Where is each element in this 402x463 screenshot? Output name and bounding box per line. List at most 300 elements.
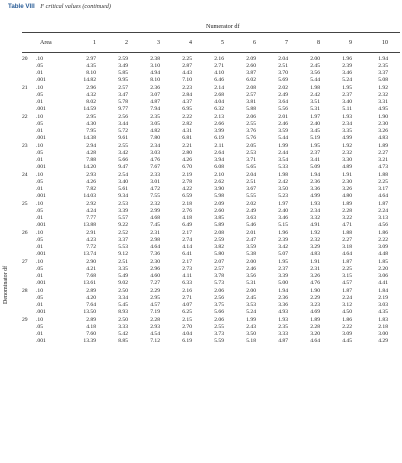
critical-value-cell: 2.35	[278, 324, 288, 330]
critical-value-cell: 4.82	[150, 128, 160, 134]
critical-value-cell: 5.11	[342, 106, 352, 112]
critical-value-cell: 4.48	[378, 251, 388, 257]
critical-value-cell: 4.45	[342, 338, 352, 344]
critical-value-cell: 6.41	[182, 251, 192, 257]
critical-value-cell: 9.34	[118, 193, 128, 199]
critical-value-cell: 2.57	[246, 92, 256, 98]
critical-value-cell: 7.77	[86, 215, 96, 221]
critical-value-cell: 1.95	[310, 143, 320, 149]
critical-value-cell: 2.32	[150, 201, 160, 207]
critical-value-cell: 3.03	[378, 302, 388, 308]
critical-value-cell: 2.71	[182, 295, 192, 301]
critical-value-cell: 5.66	[214, 309, 224, 315]
critical-value-cell: 2.37	[342, 92, 352, 98]
critical-value-cell: 2.01	[278, 114, 288, 120]
critical-value-cell: 1.83	[378, 317, 388, 323]
critical-value-cell: 8.10	[86, 70, 96, 76]
table-row	[0, 143, 402, 150]
area-cell: .05	[36, 324, 43, 330]
critical-value-cell: 4.37	[182, 99, 192, 105]
critical-value-cell: 2.06	[246, 114, 256, 120]
critical-value-cell: 1.95	[278, 259, 288, 265]
critical-value-cell: 4.10	[214, 70, 224, 76]
critical-value-cell: 4.64	[150, 244, 160, 250]
critical-value-cell: 5.15	[278, 222, 288, 228]
table-title	[8, 3, 111, 10]
critical-value-cell: 3.07	[150, 92, 160, 98]
area-cell: .05	[36, 179, 43, 185]
critical-value-cell: 2.66	[214, 121, 224, 127]
critical-value-cell: 4.95	[378, 106, 388, 112]
critical-value-cell: 2.98	[150, 237, 160, 243]
critical-value-cell: 3.78	[214, 273, 224, 279]
critical-value-cell: 2.56	[118, 114, 128, 120]
area-header: Area	[40, 40, 52, 46]
critical-value-cell: 13.74	[83, 251, 96, 257]
critical-value-cell: 2.64	[214, 150, 224, 156]
critical-value-cell: 1.99	[278, 143, 288, 149]
critical-value-cell: 4.23	[86, 237, 96, 243]
critical-value-cell: 1.87	[378, 201, 388, 207]
critical-value-cell: 4.31	[182, 128, 192, 134]
critical-value-cell: 1.99	[246, 317, 256, 323]
critical-value-cell: 2.55	[246, 121, 256, 127]
critical-value-cell: 3.26	[378, 128, 388, 134]
critical-value-cell: 3.15	[342, 273, 352, 279]
critical-value-cell: 13.88	[83, 222, 96, 228]
critical-value-cell: 8.10	[150, 77, 160, 83]
area-cell: .05	[36, 150, 43, 156]
critical-value-cell: 3.59	[278, 128, 288, 134]
critical-value-cell: 2.39	[342, 63, 352, 69]
table-subtitle: F critical values (continued)	[40, 3, 111, 10]
table-row	[0, 244, 402, 251]
critical-value-cell: 14.20	[83, 164, 96, 170]
critical-value-cell: 3.41	[310, 157, 320, 163]
critical-value-cell: 9.95	[118, 77, 128, 83]
critical-value-cell: 3.00	[378, 331, 388, 337]
critical-value-cell: 5.78	[118, 99, 128, 105]
critical-value-cell: 6.95	[182, 106, 192, 112]
critical-value-cell: 7.60	[86, 331, 96, 337]
critical-value-cell: 5.76	[246, 135, 256, 141]
critical-value-cell: 2.49	[278, 92, 288, 98]
critical-value-cell: 5.24	[342, 77, 352, 83]
critical-value-cell: 4.87	[150, 99, 160, 105]
critical-value-cell: 7.19	[150, 309, 160, 315]
critical-value-cell: 7.72	[86, 244, 96, 250]
critical-value-cell: 2.00	[246, 259, 256, 265]
critical-value-cell: 2.45	[310, 63, 320, 69]
critical-value-cell: 3.37	[118, 237, 128, 243]
critical-value-cell: 3.26	[310, 273, 320, 279]
denominator-df-cell: 21	[22, 85, 28, 91]
critical-value-cell: 4.93	[278, 309, 288, 315]
critical-value-cell: 3.20	[310, 331, 320, 337]
critical-value-cell: 5.69	[278, 77, 288, 83]
critical-value-cell: 4.76	[310, 280, 320, 286]
critical-value-cell: 2.55	[214, 324, 224, 330]
critical-value-cell: 4.99	[342, 135, 352, 141]
area-cell: .05	[36, 92, 43, 98]
denominator-df-cell: 20	[22, 56, 28, 62]
critical-value-cell: 6.02	[246, 77, 256, 83]
critical-value-cell: 1.92	[310, 230, 320, 236]
critical-value-cell: 3.47	[118, 92, 128, 98]
critical-value-cell: 3.06	[378, 273, 388, 279]
table-number: Table VIII	[8, 3, 35, 10]
critical-value-cell: 2.32	[310, 237, 320, 243]
area-cell: .05	[36, 63, 43, 69]
critical-value-cell: 9.47	[118, 164, 128, 170]
critical-value-cell: 3.67	[246, 186, 256, 192]
critical-value-cell: 7.95	[86, 128, 96, 134]
critical-value-cell: 3.59	[246, 244, 256, 250]
area-cell: .10	[36, 317, 43, 323]
critical-value-cell: 7.27	[150, 280, 160, 286]
critical-value-cell: 3.64	[278, 99, 288, 105]
critical-value-cell: 2.22	[182, 114, 192, 120]
critical-value-cell: 1.87	[342, 259, 352, 265]
critical-value-cell: 3.40	[342, 99, 352, 105]
critical-value-cell: 5.73	[214, 280, 224, 286]
critical-value-cell: 9.61	[118, 135, 128, 141]
critical-value-cell: 8.93	[118, 309, 128, 315]
critical-value-cell: 7.64	[86, 302, 96, 308]
critical-value-cell: 2.25	[182, 56, 192, 62]
critical-value-cell: 2.95	[86, 114, 96, 120]
critical-value-cell: 2.71	[214, 63, 224, 69]
area-cell: .10	[36, 259, 43, 265]
critical-value-cell: 2.90	[86, 259, 96, 265]
area-cell: .001	[36, 309, 46, 315]
critical-value-cell: 5.09	[310, 164, 320, 170]
table-row	[0, 338, 402, 345]
critical-value-cell: 2.09	[214, 201, 224, 207]
critical-value-cell: 2.31	[150, 230, 160, 236]
critical-value-cell: 2.76	[182, 208, 192, 214]
critical-value-cell: 1.98	[278, 172, 288, 178]
critical-value-cell: 1.89	[342, 201, 352, 207]
critical-value-cell: 2.05	[246, 143, 256, 149]
area-cell: .05	[36, 208, 43, 214]
critical-value-cell: 2.46	[278, 121, 288, 127]
critical-value-cell: 5.85	[118, 70, 128, 76]
critical-value-cell: 1.85	[378, 259, 388, 265]
critical-value-cell: 3.21	[378, 157, 388, 163]
numerator-df-header: 8	[317, 40, 320, 46]
critical-value-cell: 3.32	[310, 215, 320, 221]
critical-value-cell: 7.55	[150, 193, 160, 199]
area-cell: .05	[36, 237, 43, 243]
critical-value-cell: 2.00	[310, 56, 320, 62]
table-row	[0, 288, 402, 295]
critical-value-cell: 2.59	[118, 56, 128, 62]
critical-value-cell: 5.31	[310, 106, 320, 112]
denominator-df-cell: 29	[22, 317, 28, 323]
critical-value-cell: 2.87	[182, 63, 192, 69]
critical-value-cell: 4.73	[378, 164, 388, 170]
critical-value-cell: 1.87	[342, 288, 352, 294]
critical-value-cell: 13.61	[83, 280, 96, 286]
table-row	[0, 317, 402, 324]
critical-value-cell: 4.04	[182, 331, 192, 337]
critical-value-cell: 5.55	[246, 193, 256, 199]
critical-value-cell: 2.08	[246, 85, 256, 91]
critical-value-cell: 3.22	[342, 215, 352, 221]
critical-value-cell: 3.37	[378, 70, 388, 76]
table-row	[0, 186, 402, 193]
critical-value-cell: 6.59	[182, 193, 192, 199]
critical-value-cell: 5.44	[310, 77, 320, 83]
critical-value-cell: 5.88	[246, 106, 256, 112]
numerator-df-header: 6	[253, 40, 256, 46]
critical-value-cell: 2.60	[246, 63, 256, 69]
area-cell: .10	[36, 201, 43, 207]
critical-value-cell: 2.51	[278, 63, 288, 69]
critical-value-cell: 4.28	[86, 150, 96, 156]
critical-value-cell: 3.81	[246, 99, 256, 105]
critical-value-cell: 5.23	[278, 193, 288, 199]
denominator-df-cell: 24	[22, 172, 28, 178]
critical-value-cell: 2.57	[118, 85, 128, 91]
area-cell: .01	[36, 331, 43, 337]
critical-value-cell: 7.80	[150, 135, 160, 141]
table-row	[0, 164, 402, 171]
critical-value-cell: 5.89	[214, 222, 224, 228]
area-cell: .10	[36, 172, 43, 178]
critical-value-cell: 1.97	[310, 114, 320, 120]
critical-value-cell: 2.08	[214, 230, 224, 236]
numerator-df-header: 2	[125, 40, 128, 46]
critical-value-cell: 2.31	[310, 266, 320, 272]
numerator-df-label: Numerator df	[206, 23, 240, 30]
critical-value-cell: 9.22	[118, 222, 128, 228]
numerator-df-header: 5	[221, 40, 224, 46]
table-row	[0, 172, 402, 179]
critical-value-cell: 2.53	[246, 150, 256, 156]
critical-value-cell: 5.19	[310, 135, 320, 141]
critical-value-cell: 3.33	[278, 331, 288, 337]
critical-value-cell: 2.36	[150, 85, 160, 91]
critical-value-cell: 4.99	[310, 193, 320, 199]
critical-value-cell: 5.72	[118, 128, 128, 134]
critical-value-cell: 2.44	[278, 150, 288, 156]
area-cell: .001	[36, 106, 46, 112]
critical-value-cell: 2.46	[246, 266, 256, 272]
critical-value-cell: 5.53	[118, 244, 128, 250]
critical-value-cell: 4.26	[182, 157, 192, 163]
table-row	[0, 222, 402, 229]
critical-value-cell: 2.42	[310, 92, 320, 98]
critical-value-cell: 4.07	[182, 302, 192, 308]
critical-value-cell: 4.30	[86, 121, 96, 127]
critical-value-cell: 6.19	[214, 135, 224, 141]
critical-value-cell: 2.68	[214, 92, 224, 98]
critical-value-cell: 1.94	[310, 172, 320, 178]
critical-value-cell: 3.23	[310, 302, 320, 308]
critical-value-cell: 3.03	[150, 150, 160, 156]
table-row	[0, 193, 402, 200]
numerator-df-header: 3	[157, 40, 160, 46]
critical-value-cell: 2.95	[150, 295, 160, 301]
area-cell: .01	[36, 157, 43, 163]
table-row	[0, 135, 402, 142]
critical-value-cell: 3.35	[118, 266, 128, 272]
critical-value-cell: 3.12	[342, 302, 352, 308]
critical-value-cell: 6.08	[214, 164, 224, 170]
critical-value-cell: 2.24	[378, 208, 388, 214]
critical-value-cell: 1.93	[342, 114, 352, 120]
table-row	[0, 85, 402, 92]
critical-value-cell: 2.27	[378, 150, 388, 156]
critical-value-cell: 2.18	[182, 201, 192, 207]
critical-value-cell: 5.38	[246, 251, 256, 257]
critical-value-cell: 2.17	[182, 230, 192, 236]
critical-value-cell: 13.50	[83, 309, 96, 315]
critical-value-cell: 2.16	[214, 56, 224, 62]
table-row	[0, 295, 402, 302]
critical-value-cell: 6.19	[182, 338, 192, 344]
critical-value-cell: 1.93	[310, 201, 320, 207]
critical-value-cell: 2.99	[150, 208, 160, 214]
critical-value-cell: 4.43	[182, 70, 192, 76]
critical-value-cell: 2.09	[246, 56, 256, 62]
critical-value-cell: 2.30	[378, 121, 388, 127]
critical-value-cell: 8.85	[118, 338, 128, 344]
critical-value-cell: 2.25	[342, 266, 352, 272]
critical-value-cell: 7.88	[86, 157, 96, 163]
area-cell: .001	[36, 135, 46, 141]
critical-value-cell: 5.08	[378, 77, 388, 83]
critical-value-cell: 2.60	[214, 208, 224, 214]
critical-value-cell: 7.94	[150, 106, 160, 112]
critical-value-cell: 4.64	[310, 338, 320, 344]
critical-value-cell: 3.44	[118, 121, 128, 127]
critical-value-cell: 2.45	[246, 295, 256, 301]
numerator-df-header: 1	[93, 40, 96, 46]
critical-value-cell: 4.76	[150, 157, 160, 163]
critical-value-cell: 4.89	[342, 164, 352, 170]
critical-value-cell: 1.98	[310, 85, 320, 91]
critical-value-cell: 2.11	[214, 143, 224, 149]
table-row	[0, 309, 402, 316]
critical-value-cell: 14.38	[83, 135, 96, 141]
area-cell: .01	[36, 186, 43, 192]
critical-value-cell: 4.29	[378, 338, 388, 344]
area-cell: .01	[36, 302, 43, 308]
table-row	[0, 201, 402, 208]
critical-value-cell: 3.56	[246, 273, 256, 279]
critical-value-cell: 2.93	[86, 172, 96, 178]
critical-value-cell: 4.64	[342, 251, 352, 257]
critical-value-cell: 3.82	[214, 244, 224, 250]
critical-value-cell: 8.02	[86, 99, 96, 105]
table-row	[0, 150, 402, 157]
area-cell: .01	[36, 70, 43, 76]
critical-value-cell: 2.32	[342, 150, 352, 156]
critical-value-cell: 1.84	[378, 288, 388, 294]
numerator-df-header: 4	[189, 40, 192, 46]
critical-value-cell: 2.22	[378, 237, 388, 243]
critical-value-cell: 3.05	[150, 121, 160, 127]
critical-value-cell: 5.07	[278, 251, 288, 257]
critical-value-cell: 2.74	[182, 237, 192, 243]
critical-value-cell: 2.34	[150, 143, 160, 149]
table-row	[0, 128, 402, 135]
critical-value-cell: 4.83	[310, 251, 320, 257]
critical-value-cell: 2.89	[86, 317, 96, 323]
critical-value-cell: 2.57	[214, 266, 224, 272]
critical-value-cell: 2.54	[118, 172, 128, 178]
critical-value-cell: 2.28	[342, 208, 352, 214]
critical-value-cell: 3.39	[278, 273, 288, 279]
critical-value-cell: 2.55	[118, 143, 128, 149]
critical-value-cell: 2.96	[150, 266, 160, 272]
critical-value-cell: 2.30	[150, 259, 160, 265]
critical-value-cell: 5.80	[214, 251, 224, 257]
critical-value-cell: 5.44	[278, 135, 288, 141]
critical-value-cell: 7.68	[86, 273, 96, 279]
critical-value-cell: 1.94	[378, 56, 388, 62]
area-cell: .001	[36, 222, 46, 228]
critical-value-cell: 3.45	[310, 128, 320, 134]
critical-value-cell: 3.85	[214, 215, 224, 221]
critical-value-cell: 2.94	[86, 143, 96, 149]
critical-value-cell: 4.18	[86, 324, 96, 330]
critical-value-cell: 3.76	[246, 128, 256, 134]
critical-value-cell: 1.96	[278, 230, 288, 236]
denominator-df-cell: 22	[22, 114, 28, 120]
critical-value-cell: 2.78	[182, 179, 192, 185]
critical-value-cell: 1.92	[342, 143, 352, 149]
table-row	[0, 77, 402, 84]
critical-value-cell: 13.39	[83, 338, 96, 344]
table-row	[0, 63, 402, 70]
critical-value-cell: 3.30	[342, 157, 352, 163]
critical-value-cell: 5.56	[278, 106, 288, 112]
table-row	[0, 56, 402, 63]
critical-value-cell: 4.21	[86, 266, 96, 272]
header-bottom-rule	[22, 52, 400, 53]
critical-value-cell: 4.35	[378, 309, 388, 315]
critical-value-cell: 5.98	[214, 193, 224, 199]
critical-value-cell: 4.60	[150, 273, 160, 279]
critical-value-cell: 5.45	[118, 302, 128, 308]
table-row	[0, 251, 402, 258]
critical-value-cell: 2.07	[214, 259, 224, 265]
critical-value-cell: 2.13	[214, 114, 224, 120]
critical-value-cell: 2.80	[182, 150, 192, 156]
critical-value-cell: 3.70	[278, 70, 288, 76]
critical-value-cell: 3.49	[118, 63, 128, 69]
critical-value-cell: 2.35	[150, 114, 160, 120]
critical-value-cell: 2.37	[278, 266, 288, 272]
critical-value-cell: 4.18	[182, 215, 192, 221]
critical-value-cell: 2.59	[214, 237, 224, 243]
critical-value-cell: 1.86	[378, 230, 388, 236]
critical-value-cell: 6.81	[182, 135, 192, 141]
critical-value-cell: 2.00	[246, 288, 256, 294]
area-cell: .001	[36, 280, 46, 286]
critical-value-cell: 1.91	[310, 259, 320, 265]
critical-value-cell: 4.11	[182, 273, 192, 279]
critical-value-cell: 3.13	[378, 215, 388, 221]
critical-value-cell: 4.57	[150, 302, 160, 308]
critical-value-cell: 2.62	[214, 179, 224, 185]
critical-value-cell: 2.25	[378, 179, 388, 185]
critical-value-cell: 2.29	[150, 288, 160, 294]
